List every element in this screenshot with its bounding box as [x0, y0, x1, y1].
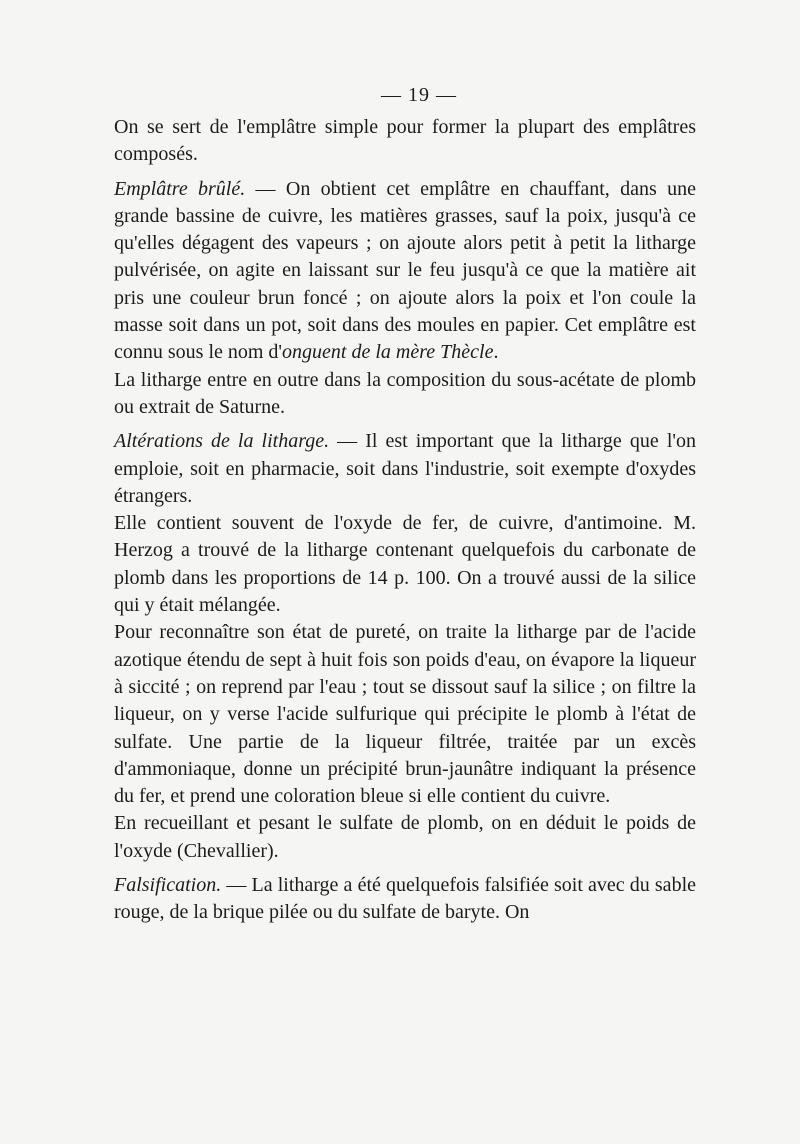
paragraph [114, 510, 696, 619]
paragraph-text: La litharge entre en outre dans la composition du sous-acétate de plomb ou extrait de Saturne. [114, 368, 696, 418]
paragraph-text: Pour reconnaître son état de pureté, on traite la litharge par de l'acide azotique étendu de sept à huit fois son poids d'eau, on évapore la liqueur à siccité ; on reprend par l'eau ; tout se dissout sauf la silice ; on filtre la liqueur, on y verse l'acide sulfurique qui précipite le plomb à l'état de sulfate. Une partie de la liqueur filtrée, traitée par un excès d'ammoniaque, donne un précipité brun-jaunâtre indiquant la présence du fer, et prend une coloration bleue si elle contient du cuivre. [114, 621, 696, 808]
paragraph-text: — La litharge a été quelquefois falsifiée soit avec du sable rouge, de la brique pilée ou du sulfate de baryte. On [114, 874, 696, 924]
paragraph-text: — On obtient cet emplâtre en chauffant, dans une grande bassine de cuivre, les matières grasses, sauf la poix, jusqu'à ce qu'elles dégagent des vapeurs ; on ajoute alors petit à petit la litharge pulvérisée, on agite en laissant sur le feu jusqu'à ce que la matière ait pris une couleur brun foncé ; on ajoute alors la poix et l'on coule la masse soit dans un pot, soit dans des moules en papier. Cet emplâtre est connu sous le nom d' [114, 177, 696, 364]
section-heading-alterations: Altérations de la litharge. [114, 430, 330, 453]
paragraph-end: . [493, 341, 499, 364]
italic-term: onguent de la mère Thècle [282, 341, 494, 364]
section-heading-emplatre-brule: Emplâtre brûlé. [114, 177, 246, 200]
paragraph [114, 114, 696, 169]
page-number: — 19 — [381, 84, 457, 106]
paragraph [114, 367, 696, 422]
paragraph [114, 176, 696, 367]
paragraph [114, 810, 696, 865]
paragraph [114, 428, 696, 510]
section-heading-falsification: Falsification. [114, 874, 222, 897]
paragraph-text: — Il est important que la litharge que l'on emploie, soit en pharmacie, soit dans l'industrie, soit exempte d'oxydes étrangers. [114, 430, 696, 507]
paragraph-text: On se sert de l'emplâtre simple pour former la plupart des emplâtres composés. [114, 116, 696, 166]
paragraph-text: En recueillant et pesant le sulfate de plomb, on en déduit le poids de l'oxyde (Chevallier). [114, 812, 696, 862]
page-text [114, 82, 696, 927]
paragraph-text: Elle contient souvent de l'oxyde de fer, de cuivre, d'antimoine. M. Herzog a trouvé de la litharge contenant quelquefois du carbonate de plomb dans les proportions de 14 p. 100. On a trouvé aussi de la silice qui y était mélangée. [114, 512, 696, 617]
paragraph [114, 872, 696, 927]
paragraph [114, 619, 696, 810]
